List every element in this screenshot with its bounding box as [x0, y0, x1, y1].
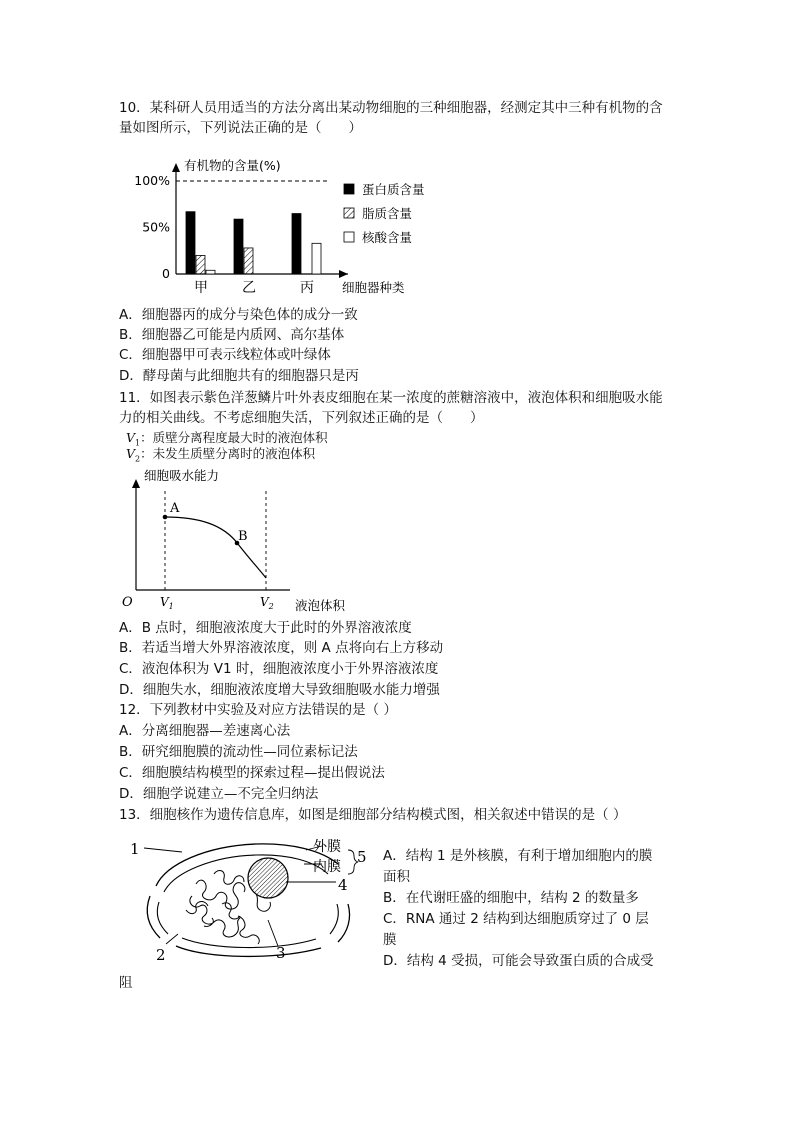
q10-option-a: A．细胞器丙的成分与染色体的成分一致 [119, 307, 358, 323]
bar [234, 219, 243, 274]
q13-option-c-line1: C．RNA 通过 2 结构到达细胞质穿过了 0 层 [383, 911, 649, 927]
label-2: 2 [156, 946, 166, 964]
q11-stem-line2: 力的相关曲线。不考虑细胞失活，下列叙述正确的是（ ） [119, 410, 484, 426]
legend-label: 核酸含量 [362, 230, 413, 245]
outer-membrane-label: 外膜 [313, 839, 341, 855]
q11-y-axis-label: 细胞吸水能力 [144, 468, 220, 483]
x-category-label: 甲 [194, 280, 208, 296]
q13-option-a-line2: 面积 [383, 869, 410, 885]
legend-swatch [344, 208, 354, 218]
y-tick-label: 100% [134, 173, 170, 188]
label-4: 4 [338, 876, 348, 894]
q11-v2-definition: $V_2$：未发生质壁分离时的液泡体积 [126, 446, 316, 464]
legend-label: 蛋白质含量 [362, 182, 425, 197]
q11-option-c: C．液泡体积为 V1 时，细胞液浓度小于外界溶液浓度 [119, 661, 439, 677]
y-tick-label: 0 [162, 266, 170, 281]
legend-swatch [344, 232, 354, 242]
q13-stem: 13．细胞核作为遗传信息库，如图是细胞部分结构模式图，相关叙述中错误的是（ ） [119, 807, 627, 823]
q13-option-b: B．在代谢旺盛的细胞中，结构 2 的数量多 [383, 890, 639, 906]
v2-axis-label: $V_2$ [260, 595, 274, 611]
q13-nucleus-diagram [126, 834, 372, 964]
q13-option-d-line2: 阻 [119, 975, 133, 991]
bar [292, 214, 301, 274]
legend-swatch [344, 184, 354, 194]
q12-option-c: C．细胞膜结构模型的探索过程—提出假说法 [119, 765, 385, 781]
point-a-label: A [170, 501, 180, 516]
q10-option-d: D．酵母菌与此细胞共有的细胞器只是丙 [119, 368, 359, 384]
x-category-label: 丙 [300, 280, 314, 296]
q11-option-d: D．细胞失水，细胞液浓度增大导致细胞吸水能力增强 [119, 682, 440, 698]
bar [206, 270, 215, 274]
q11-option-a: A．B 点时，细胞液浓度大于此时的外界溶液浓度 [119, 620, 412, 636]
q13-option-a-line1: A．结构 1 是外核膜，有利于增加细胞内的膜 [383, 848, 653, 864]
q12-option-a: A．分离细胞器—差速离心法 [119, 723, 291, 739]
q13-option-d-line1: D．结构 4 受损，可能会导致蛋白质的合成受 [383, 953, 654, 969]
legend-label: 脂质含量 [362, 206, 413, 221]
q10-option-c: C．细胞器甲可表示线粒体或叶绿体 [119, 347, 331, 363]
origin-label: O [122, 595, 133, 610]
q11-curve-graph [118, 462, 378, 620]
y-axis-arrow [172, 163, 180, 172]
v1-axis-label: $V_1$ [160, 595, 174, 611]
label-3: 3 [276, 944, 286, 962]
bar [312, 243, 321, 274]
bar [186, 212, 195, 274]
q11-x-axis-label: 液泡体积 [295, 598, 346, 613]
inner-membrane-label: 内膜 [313, 859, 341, 875]
label-1: 1 [130, 840, 140, 858]
q10-bar-chart [120, 150, 440, 298]
q12-stem: 12．下列教材中实验及对应方法错误的是（ ） [119, 702, 397, 718]
x-axis-label: 细胞器种类 [342, 280, 405, 295]
x-category-label: 乙 [242, 280, 256, 296]
bar [244, 248, 253, 274]
label-5: 5 [357, 848, 367, 866]
point-b-label: B [238, 529, 248, 544]
q11-stem-line1: 11．如图表示紫色洋葱鳞片叶外表皮细胞在某一浓度的蔗糖溶液中，液泡体积和细胞吸水能 [119, 390, 663, 406]
x-axis-arrow [339, 270, 348, 278]
q13-option-c-line2: 膜 [383, 932, 397, 948]
q10-stem-line1: 10．某科研人员用适当的方法分离出某动物细胞的三种细胞器，经测定其中三种有机物的含 [119, 100, 663, 116]
q10-stem-line2: 量如图所示，下列说法正确的是（ ） [119, 120, 362, 136]
y-axis-label: 有机物的含量(%) [184, 158, 281, 173]
y-tick-label: 50% [142, 219, 170, 235]
q12-option-b: B．研究细胞膜的流动性—同位素标记法 [119, 744, 358, 760]
bar [196, 255, 205, 274]
q12-option-d: D．细胞学说建立—不完全归纳法 [119, 786, 319, 802]
q11-option-b: B．若适当增大外界溶液浓度，则 A 点将向右上方移动 [119, 640, 444, 656]
q11-v1-definition: $V_1$：质壁分离程度最大时的液泡体积 [126, 430, 328, 448]
q10-option-b: B．细胞器乙可能是内质网、高尔基体 [119, 327, 345, 343]
